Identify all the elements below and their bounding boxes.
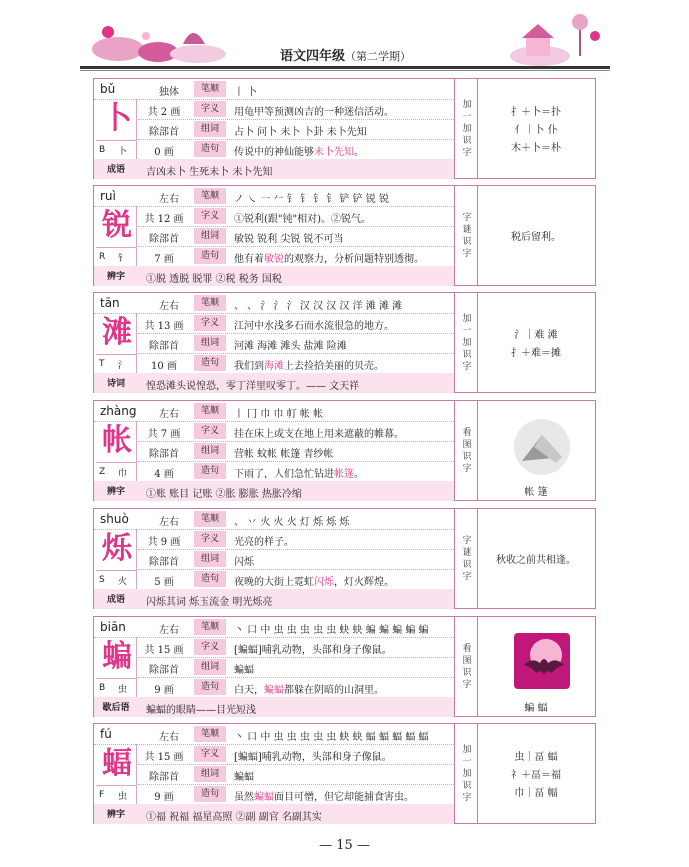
stroke-count: 共 7 画 <box>147 429 181 440</box>
method-label: 看图识字 <box>454 401 478 500</box>
extra-label: 成语 <box>106 595 125 605</box>
page-number: — 15 — <box>319 838 370 853</box>
label-stroke-order: 笔顺 <box>194 295 226 311</box>
sentence <box>234 788 414 803</box>
picture-caption: 蝙 蝠 <box>524 703 548 714</box>
stroke-count: 共 2 画 <box>147 107 181 118</box>
radical: 氵 <box>118 361 128 371</box>
method-panel <box>477 401 595 500</box>
stroke-order: 丶 口 中 虫 虫 虫 虫 虫 蚗 蚗 蝠 蝠 蝠 蝠 蝠 <box>234 732 429 743</box>
index-box <box>96 570 136 588</box>
character: 锐 <box>102 208 132 243</box>
stroke-order: ノ ㇏ ㇐ 𠂉 钅 钅 钅 钅 铲 铲 锐 锐 <box>234 194 389 205</box>
entry-main <box>94 401 454 500</box>
entry-main <box>94 724 454 823</box>
side-formula: 虫｜畐 蝠 <box>514 751 558 763</box>
header-rule <box>80 66 610 69</box>
radical: 火 <box>118 577 128 587</box>
sentence-suffix: 面目可憎，但它却能捕食害虫。 <box>274 792 414 803</box>
sentence-prefix: 白天， <box>234 685 264 696</box>
label-meaning: 字义 <box>194 746 226 762</box>
radical-note: 除部首 <box>149 557 179 568</box>
extra-label: 辨字 <box>106 487 125 497</box>
label-stroke-order: 笔顺 <box>194 726 226 742</box>
label-sentence: 造句 <box>194 141 226 157</box>
label-sentence: 造句 <box>194 786 226 802</box>
radical-note: 除部首 <box>149 772 179 783</box>
page-header <box>80 0 610 72</box>
method-label: 加一加识字 <box>454 293 478 392</box>
label-sentence: 造句 <box>194 571 226 587</box>
pinyin: bǔ <box>100 82 116 96</box>
pinyin: fú <box>100 727 112 741</box>
radical: 钅 <box>118 254 128 264</box>
sentence-highlight: 敏锐 <box>264 254 284 265</box>
character-entry <box>93 292 596 393</box>
label-sentence: 造句 <box>194 355 226 371</box>
label-words: 组词 <box>194 659 226 675</box>
words: 闪烁 <box>234 557 254 568</box>
sentence-suffix: 的观察力，分析问题特别透彻。 <box>284 254 424 265</box>
index-box <box>96 678 136 696</box>
index-letter: Z <box>99 467 106 477</box>
radical-strokes: 5 画 <box>154 577 174 588</box>
radical-note: 除部首 <box>149 127 179 138</box>
character-entry <box>93 185 596 286</box>
meaning: 挂在床上或支在地上用来遮蔽的帷幕。 <box>234 429 404 440</box>
radical-note: 除部首 <box>149 449 179 460</box>
method-label: 字谜识字 <box>454 509 478 608</box>
structure: 左右 <box>159 194 179 205</box>
method-panel <box>477 509 595 608</box>
stroke-count: 共 15 画 <box>144 752 184 763</box>
method-label: 加一加识字 <box>454 724 478 823</box>
divider <box>136 313 137 373</box>
words: 河滩 海滩 滩头 盐滩 险滩 <box>234 341 347 352</box>
index-letter: B <box>99 145 106 155</box>
stroke-count: 共 9 画 <box>147 537 181 548</box>
method-label: 看图识字 <box>454 617 478 716</box>
radical-note: 除部首 <box>149 234 179 245</box>
extra-text: 蝙蝠的眼睛——目光短浅 <box>146 705 256 716</box>
label-words: 组词 <box>194 766 226 782</box>
sentence-prefix: 他有着 <box>234 254 264 265</box>
side-formula: 氵｜难 滩 <box>514 329 558 341</box>
character: 烁 <box>102 531 132 566</box>
side-formula: 扌＋难＝摊 <box>511 347 561 359</box>
label-meaning: 字义 <box>194 101 226 117</box>
words: 蝙蝠 <box>234 665 254 676</box>
meaning: 用龟甲等预测凶吉的一种迷信活动。 <box>234 107 394 118</box>
sentence-suffix: 。 <box>354 147 364 158</box>
sentence-highlight: 海滩 <box>264 361 284 372</box>
sentence <box>234 681 384 696</box>
divider <box>136 744 137 804</box>
extra-text: ①福 祝福 福星高照 ②副 副官 名副其实 <box>146 812 322 823</box>
structure: 左右 <box>159 732 179 743</box>
extra-label: 辨字 <box>106 272 125 282</box>
stroke-count: 共 15 画 <box>144 645 184 656</box>
structure: 左右 <box>159 517 179 528</box>
stroke-order: 、 丷 火 火 火 灯 烁 烁 烁 <box>234 517 350 528</box>
radical-strokes: 10 画 <box>151 361 177 372</box>
radical-strokes: 4 画 <box>154 469 174 480</box>
pinyin: shuò <box>100 512 129 526</box>
label-meaning: 字义 <box>194 639 226 655</box>
side-formula: 税后留利。 <box>511 231 561 243</box>
extra-text: ①脱 透脱 脱罪 ②税 税务 国税 <box>146 274 282 285</box>
pinyin: ruì <box>100 189 116 203</box>
extra-text: ①账 账目 记账 ②胀 膨胀 热胀冷缩 <box>146 489 302 500</box>
index-box <box>96 354 136 372</box>
sentence-highlight: 未卜先知 <box>314 147 354 158</box>
label-meaning: 字义 <box>194 423 226 439</box>
extra-label: 辨字 <box>106 810 125 820</box>
stroke-order: 丨 卜 <box>234 87 258 98</box>
character-entry <box>93 78 596 179</box>
label-meaning: 字义 <box>194 315 226 331</box>
method-panel <box>477 79 595 178</box>
method-label: 加一加识字 <box>454 79 478 178</box>
label-sentence: 造句 <box>194 248 226 264</box>
structure: 左右 <box>159 409 179 420</box>
words: 敏锐 锐利 尖锐 锐不可当 <box>234 234 344 245</box>
structure: 左右 <box>159 301 179 312</box>
character: 蝠 <box>102 746 132 781</box>
sentence-prefix: 夜晚的大街上霓虹 <box>234 577 314 588</box>
sentence-highlight: 蝙蝠 <box>254 792 274 803</box>
label-words: 组词 <box>194 335 226 351</box>
entry-main <box>94 186 454 285</box>
sentence-suffix: ，灯火辉煌。 <box>334 577 394 588</box>
pinyin: zhàng <box>100 404 137 418</box>
extra-text: 闪烁其词 烁玉流金 明光烁亮 <box>146 597 273 608</box>
character-entry <box>93 400 596 501</box>
divider <box>136 421 137 481</box>
extra-text: 惶恐滩头说惶恐，零丁洋里叹零丁。—— 文天祥 <box>146 381 360 392</box>
label-stroke-order: 笔顺 <box>194 511 226 527</box>
side-formula: 秋收之前共相逢。 <box>496 554 576 566</box>
character: 滩 <box>102 315 132 350</box>
header-rule-thin <box>80 70 610 71</box>
meaning: [蝙蝠]哺乳动物，头部和身子像鼠。 <box>234 752 392 763</box>
pinyin: tān <box>100 296 120 310</box>
label-words: 组词 <box>194 228 226 244</box>
stroke-count: 共 12 画 <box>144 214 184 225</box>
radical: 虫 <box>118 792 128 802</box>
structure: 独体 <box>159 87 179 98</box>
side-formula: 巾｜畐 幅 <box>514 787 558 799</box>
meaning: ①锐利(跟"钝"相对)。②锐气。 <box>234 214 372 225</box>
label-meaning: 字义 <box>194 531 226 547</box>
sentence <box>234 357 384 372</box>
label-words: 组词 <box>194 443 226 459</box>
radical-note: 除部首 <box>149 665 179 676</box>
meaning: 江河中水浅多石而水流很急的地方。 <box>234 321 394 332</box>
character: 卜 <box>102 101 132 136</box>
divider <box>136 99 137 159</box>
divider <box>136 529 137 589</box>
index-letter: F <box>99 790 105 800</box>
label-words: 组词 <box>194 121 226 137</box>
method-panel <box>477 617 595 716</box>
sentence <box>234 573 394 588</box>
sentence-suffix: 。 <box>354 469 364 480</box>
sentence <box>234 143 364 158</box>
character-entry <box>93 508 596 609</box>
stroke-order: 丨 冂 巾 巾 帄 帐 帐 <box>234 409 324 420</box>
extra-label: 成语 <box>106 165 125 175</box>
label-stroke-order: 笔顺 <box>194 81 226 97</box>
entry-main <box>94 509 454 608</box>
page-title: 语文四年级（第二学期） <box>280 49 412 64</box>
side-formula: 礻＋畐＝福 <box>511 769 561 781</box>
radical-strokes: 9 画 <box>154 792 174 803</box>
method-label: 字谜识字 <box>454 186 478 285</box>
label-sentence: 造句 <box>194 463 226 479</box>
label-stroke-order: 笔顺 <box>194 619 226 635</box>
stroke-order: 丶 口 中 虫 虫 虫 虫 虫 蚗 蚗 蝙 蝙 蝙 蝙 蝙 <box>234 625 429 636</box>
label-sentence: 造句 <box>194 679 226 695</box>
sentence-highlight: 蝙蝠 <box>264 685 284 696</box>
index-box <box>96 462 136 480</box>
header-decoration-left <box>88 14 238 64</box>
sentence-highlight: 闪烁 <box>314 577 334 588</box>
entry-main <box>94 293 454 392</box>
index-letter: S <box>99 575 105 585</box>
bat-icon <box>512 631 572 691</box>
words: 占卜 问卜 未卜 卜卦 未卜先知 <box>234 127 367 138</box>
entry-main <box>94 79 454 178</box>
picture-caption: 帐 篷 <box>524 487 548 498</box>
tent-icon <box>512 417 572 477</box>
character-entry <box>93 616 596 717</box>
pinyin: biān <box>100 620 126 634</box>
label-stroke-order: 笔顺 <box>194 188 226 204</box>
sentence <box>234 250 424 265</box>
radical-strokes: 7 画 <box>154 254 174 265</box>
method-panel <box>477 186 595 285</box>
character: 帐 <box>102 423 132 458</box>
label-meaning: 字义 <box>194 208 226 224</box>
words: 营帐 蚊帐 帐篷 青纱帐 <box>234 449 334 460</box>
sentence-highlight: 帐篷 <box>334 469 354 480</box>
index-letter: B <box>99 683 106 693</box>
character: 蝙 <box>102 639 132 674</box>
sentence-suffix: 都躲在阴暗的山洞里。 <box>284 685 384 696</box>
label-stroke-order: 笔顺 <box>194 403 226 419</box>
index-box <box>96 140 136 158</box>
entry-main <box>94 617 454 716</box>
character-entry <box>93 723 596 824</box>
sentence-prefix: 虽然 <box>234 792 254 803</box>
side-formula: 扌＋卜＝扑 <box>511 106 561 118</box>
index-letter: R <box>99 252 106 262</box>
extra-label: 歇后语 <box>102 703 130 713</box>
index-letter: T <box>99 359 105 369</box>
method-panel <box>477 724 595 823</box>
stroke-order: 、 、 氵 氵 氵 汉 汉 汉 汉 洋 滩 滩 滩 <box>234 301 403 312</box>
sentence <box>234 465 364 480</box>
divider <box>136 206 137 266</box>
radical-note: 除部首 <box>149 341 179 352</box>
sentence-suffix: 上去捡拾美丽的贝壳。 <box>284 361 384 372</box>
index-box <box>96 247 136 265</box>
radical-strokes: 0 画 <box>154 147 174 158</box>
stroke-count: 共 13 画 <box>144 321 184 332</box>
words: 蝙蝠 <box>234 772 254 783</box>
radical: 卜 <box>118 147 128 157</box>
extra-text: 吉凶未卜 生死未卜 未卜先知 <box>146 167 273 178</box>
sentence-prefix: 传说中的神仙能够 <box>234 147 314 158</box>
index-box <box>96 785 136 803</box>
label-words: 组词 <box>194 551 226 567</box>
side-formula: 木＋卜＝朴 <box>511 142 561 154</box>
radical: 巾 <box>118 469 128 479</box>
structure: 左右 <box>159 625 179 636</box>
extra-label: 诗词 <box>106 379 125 389</box>
side-formula: 亻｜卜 仆 <box>514 124 558 136</box>
sentence-prefix: 下雨了，人们急忙钻进 <box>234 469 334 480</box>
radical-strokes: 9 画 <box>154 685 174 696</box>
meaning: [蝙蝠]哺乳动物，头部和身子像鼠。 <box>234 645 392 656</box>
method-panel <box>477 293 595 392</box>
divider <box>136 637 137 697</box>
sentence-prefix: 我们到 <box>234 361 264 372</box>
radical: 虫 <box>118 685 128 695</box>
header-decoration-right <box>500 6 610 66</box>
meaning: 光亮的样子。 <box>234 537 294 548</box>
